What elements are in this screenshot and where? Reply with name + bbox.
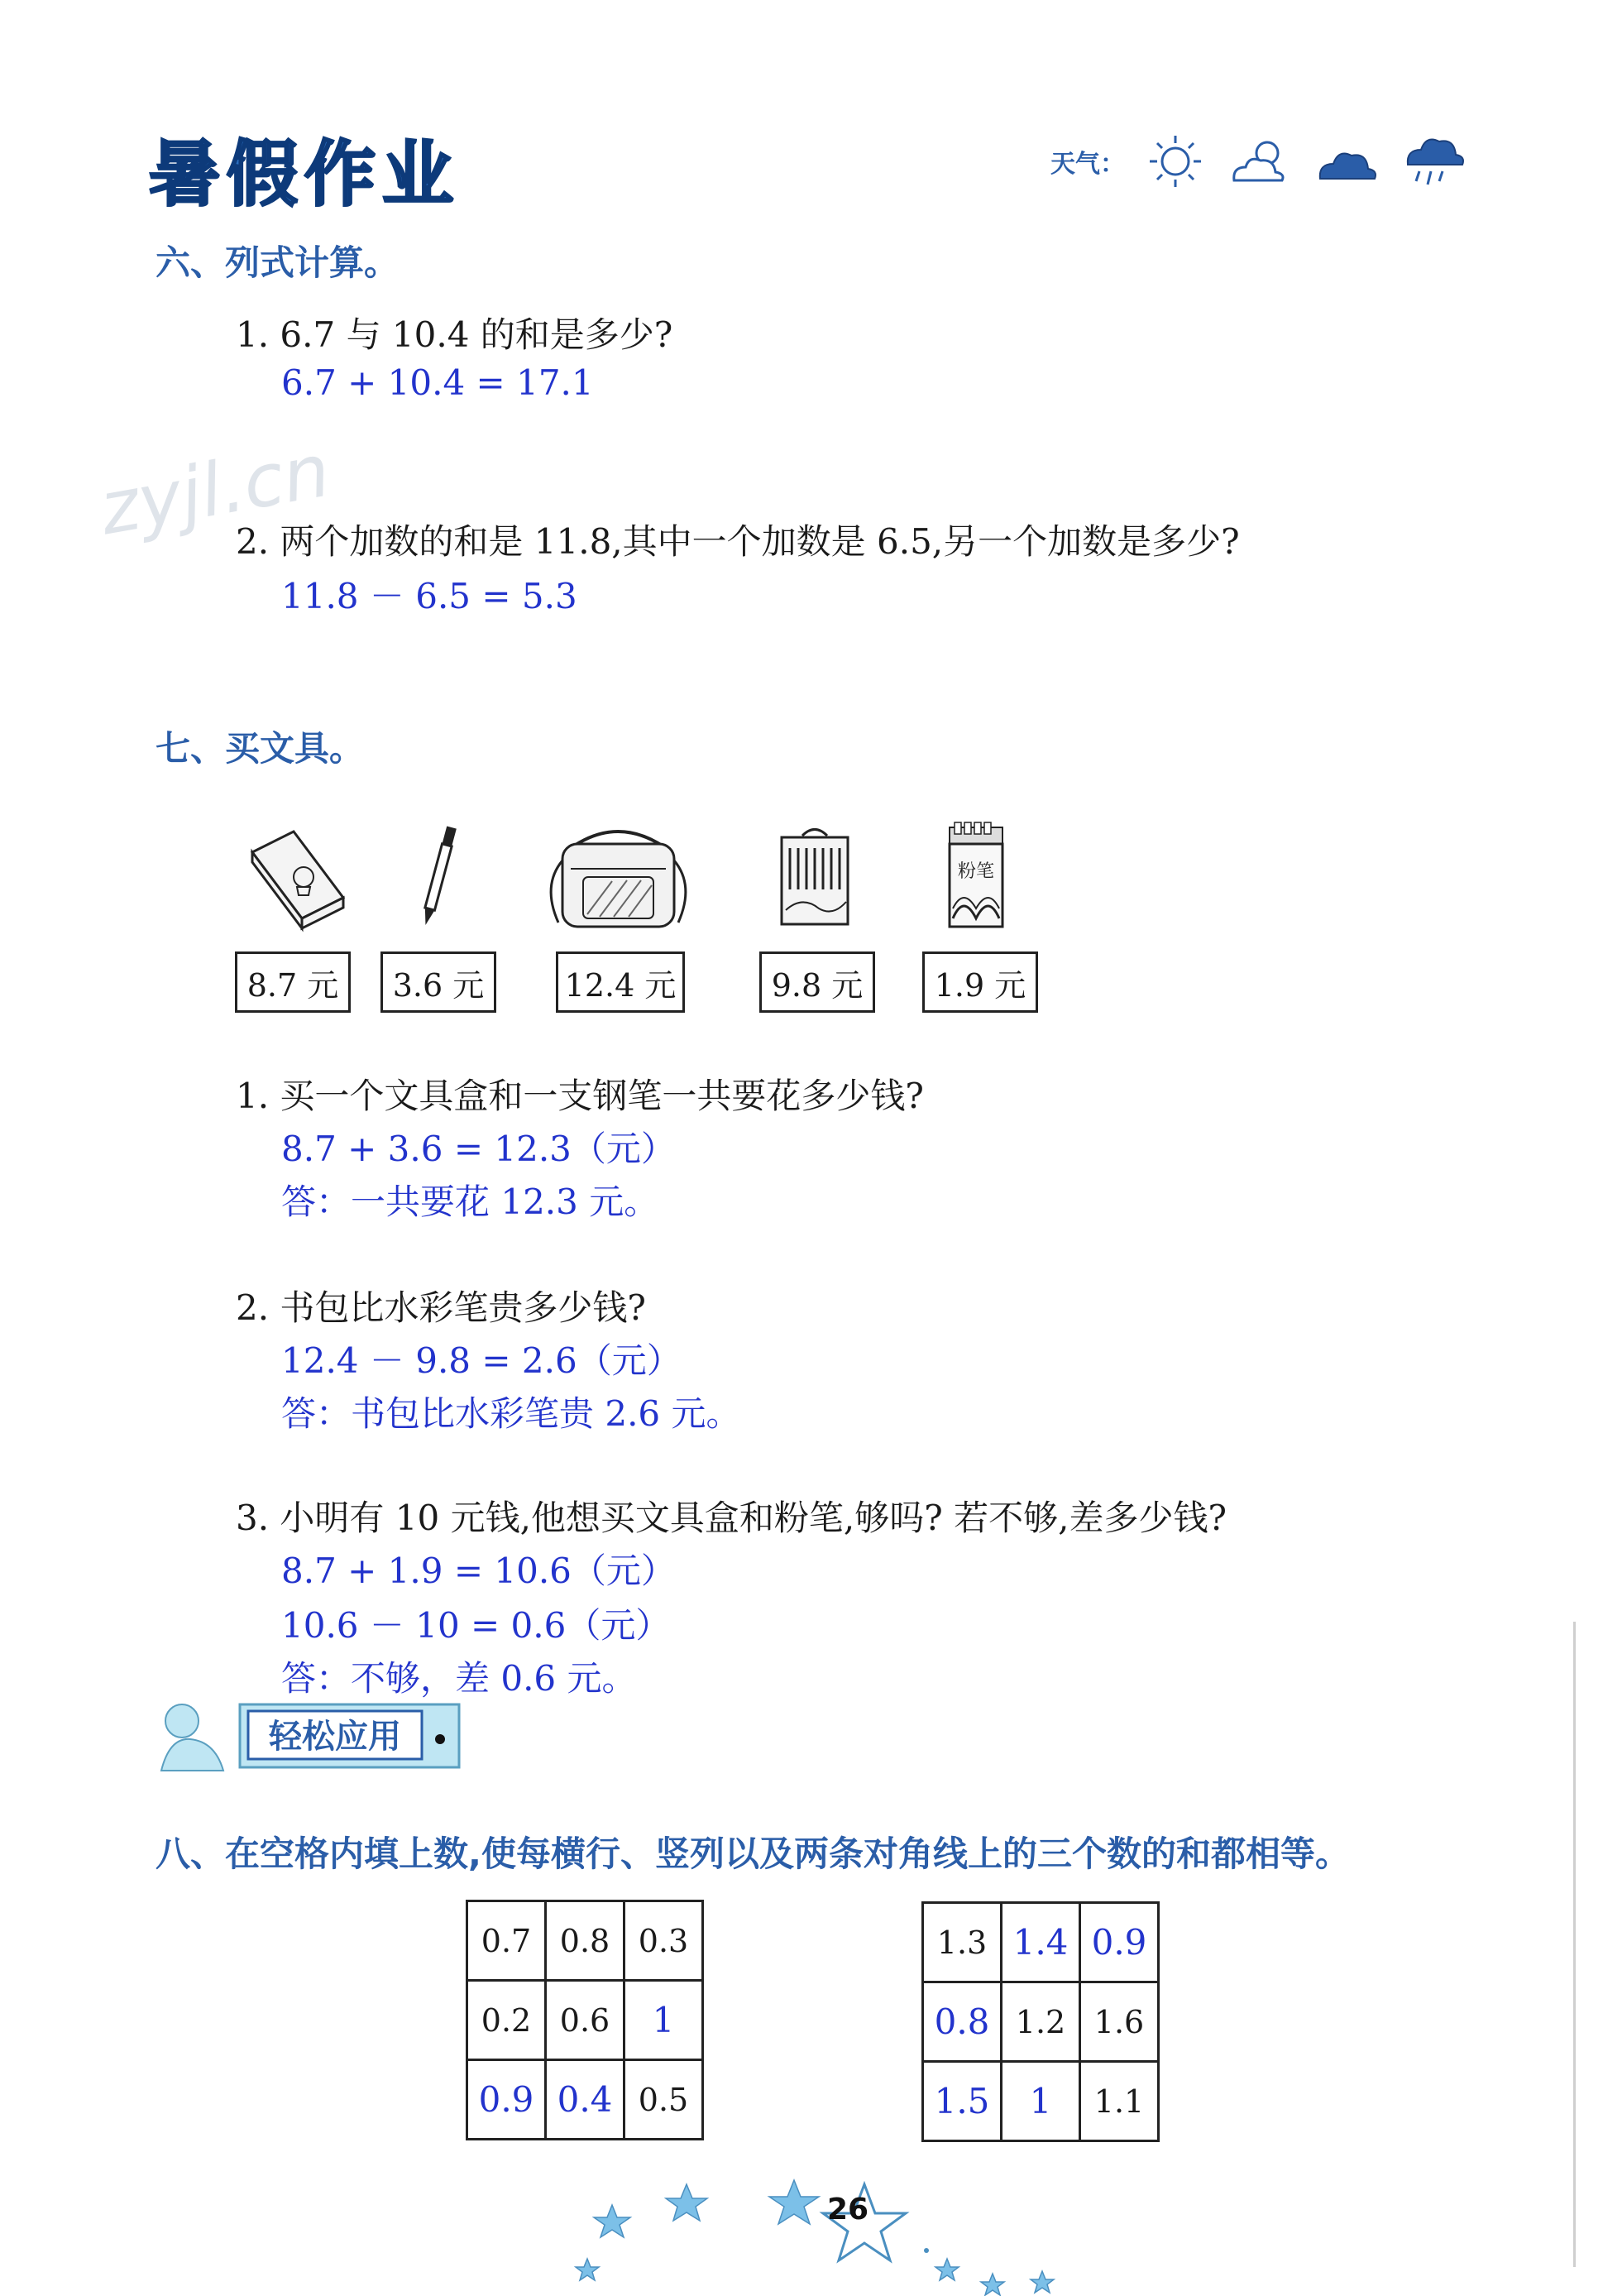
weather-bar [1050,124,1467,199]
section-7-answer-1-line-1: 8.7 + 3.6 = 12.3（元） [281,1129,676,1169]
grid-cell-given: 1.3 [923,1903,1002,1982]
price-box-chalk [922,951,1038,1013]
grid-cell-given: 0.7 [467,1901,546,1981]
section-7-question-1: 1. 买一个文具盒和一支钢笔一共要花多少钱? [236,1076,924,1116]
grid-cell-answer: 1.4 [1002,1903,1080,1982]
cloud-icon [1314,132,1380,190]
price-label: 12.4 元 [564,966,677,1004]
price-label: 8.7 元 [246,966,339,1004]
section-7-answer-1-line-2: 答：一共要花 12.3 元。 [281,1182,659,1222]
price-box-watercolor-pens [759,951,875,1013]
magic-square-1 [466,1900,704,2140]
banner-label: 轻松应用 [269,1718,401,1756]
rain-icon [1401,128,1467,194]
grid-cell-answer: 1 [1002,2062,1080,2141]
pencil-box-icon [244,819,352,935]
grid-row [923,1982,1159,2062]
grid-row [923,1903,1159,1982]
grid-cell-answer: 1 [624,1981,703,2060]
grid-row [467,2060,703,2140]
section-7-answer-3-line-1: 8.7 + 1.9 = 10.6（元） [281,1551,676,1591]
section-7-answer-3-line-2: 10.6 － 10 = 0.6（元） [281,1605,671,1646]
chalk-box-icon [943,819,1009,935]
mascot-icon [161,1704,223,1771]
section-6-heading: 六、列式计算。 [156,242,400,283]
section-7-answer-2-line-2: 答：书包比水彩笔贵 2.6 元。 [281,1393,741,1434]
section-6-answer-1: 6.7 + 10.4 = 17.1 [281,362,594,403]
section-8-heading: 八、在空格内填上数,使每横行、竖列以及两条对角线上的三个数的和都相等。 [156,1833,1350,1874]
section-7-question-3: 3. 小明有 10 元钱,他想买文具盒和粉笔,够吗? 若不够,差多少钱? [236,1498,1227,1538]
grid-cell-given: 1.1 [1080,2062,1159,2141]
easy-application-banner [157,1688,471,1779]
sun-icon [1146,132,1204,190]
title-logo [149,116,463,223]
weather-label: 天气： [1050,150,1125,179]
section-6-answer-2: 11.8 － 6.5 = 5.3 [281,576,577,616]
price-box-pencil-box [235,951,351,1013]
grid-cell-given: 0.8 [546,1901,624,1981]
grid-row [467,1901,703,1981]
price-box-pen [380,951,496,1013]
section-7-answer-2-line-1: 12.4 － 9.8 = 2.6（元） [281,1340,682,1381]
section-6-question-2: 2. 两个加数的和是 11.8,其中一个加数是 6.5,另一个加数是多少? [236,521,1240,562]
school-bag-icon [538,819,699,935]
page-number: 26 [827,2193,869,2226]
title-logo-text: 暑假作业 [149,133,460,216]
price-box-school-bag [556,951,685,1013]
grid-cell-given: 0.2 [467,1981,546,2060]
grid-cell-given: 0.6 [546,1981,624,2060]
grid-cell-answer: 1.5 [923,2062,1002,2141]
grid-cell-answer: 0.9 [467,2060,546,2140]
chalk-box-label: 粉笔 [957,861,995,882]
grid-cell-answer: 0.9 [1080,1903,1159,1982]
price-label: 9.8 元 [771,966,864,1004]
grid-cell-given: 0.3 [624,1901,703,1981]
grid-row [923,2062,1159,2141]
price-label: 3.6 元 [392,966,485,1004]
magic-square-2 [921,1901,1160,2142]
grid-cell-answer: 0.8 [923,1982,1002,2062]
sun-cloud-icon [1226,132,1292,190]
grid-cell-answer: 0.4 [546,2060,624,2140]
section-7-heading: 七、买文具。 [156,728,365,769]
watermark: zyjl.cn [93,427,337,552]
pen-icon [414,819,463,935]
section-6-question-1: 1. 6.7 与 10.4 的和是多少? [236,314,673,355]
section-7-question-2: 2. 书包比水彩笔贵多少钱? [236,1287,646,1328]
grid-cell-given: 1.6 [1080,1982,1159,2062]
grid-cell-given: 1.2 [1002,1982,1080,2062]
price-label: 1.9 元 [934,966,1026,1004]
page-edge-line [1573,1622,1576,2267]
section-7-answer-3-line-3: 答：不够，差 0.6 元。 [281,1658,637,1699]
grid-row [467,1981,703,2060]
grid-cell-given: 0.5 [624,2060,703,2140]
watercolor-pens-icon [773,819,856,935]
